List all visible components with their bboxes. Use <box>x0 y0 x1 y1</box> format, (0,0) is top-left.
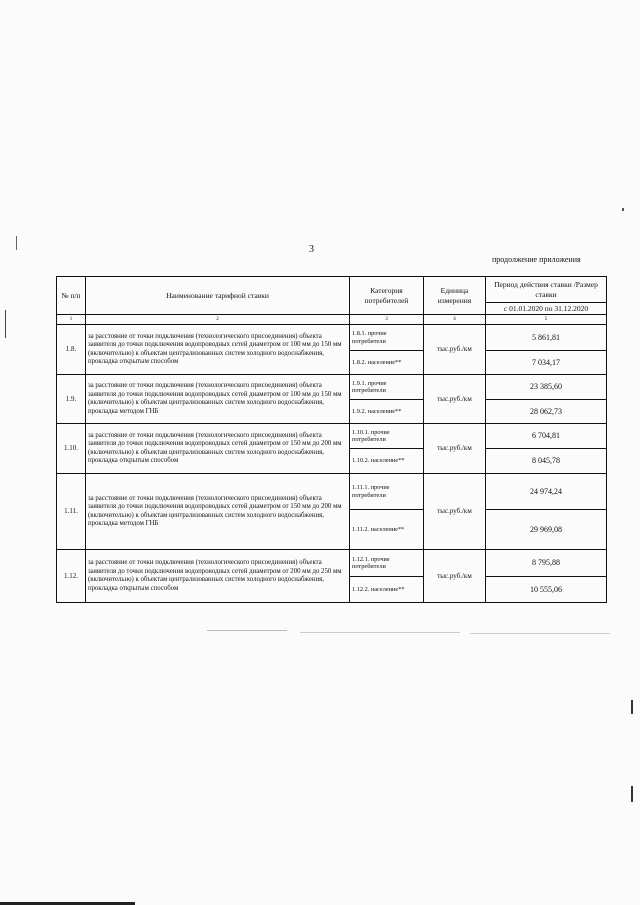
table-row <box>57 424 607 449</box>
row-value: 23 385,60 <box>486 375 607 400</box>
row-category: 1.10.2. население** <box>350 449 424 474</box>
row-name: за расстояние от точки подключения (технологического присоединения) объекта заявителя до точки подключения водопроводных сетей диаметром от 150 мм до 200 мм (включительно) к объектам централизованных систем холодного водоснабжения, прокладка открытым способом <box>86 424 350 474</box>
row-category: 1.12.2. население** <box>350 577 424 603</box>
column-index: 5 <box>486 315 607 325</box>
row-value: 24 974,24 <box>486 474 607 510</box>
row-number: 1.12. <box>57 550 86 603</box>
header-category: Категория потребителей <box>350 277 424 315</box>
column-index: 2 <box>86 315 350 325</box>
row-unit: тыс.руб./км <box>424 325 486 375</box>
row-unit: тыс.руб./км <box>424 474 486 550</box>
row-number: 1.8. <box>57 325 86 375</box>
row-number: 1.9. <box>57 375 86 424</box>
header-period: Период действия ставки /Размер ставки <box>486 277 607 303</box>
column-index: 4 <box>424 315 486 325</box>
row-number: 1.11. <box>57 474 86 550</box>
row-category: 1.9.2. население** <box>350 400 424 424</box>
row-name: за расстояние от точки подключения (технологического присоединения) объекта заявителя до точки подключения водопроводных сетей диаметром от 200 мм до 250 мм (включительно) к объектам централизованных систем холодного водоснабжения, прокладка открытым способом <box>86 550 350 603</box>
row-category: 1.11.2. население** <box>350 510 424 550</box>
header-unit: Единица измерения <box>424 277 486 315</box>
header-period-range: с 01.01.2020 по 31.12.2020 <box>486 303 607 315</box>
row-value: 6 704,81 <box>486 424 607 449</box>
header-number: № п/п <box>57 277 86 315</box>
row-value: 8 045,78 <box>486 449 607 474</box>
row-category: 1.8.1. прочие потребители <box>350 325 424 351</box>
row-category: 1.8.2. население** <box>350 351 424 375</box>
row-name: за расстояние от точки подключения (технологического присоединения) объекта заявителя до точки подключения водопроводных сетей диаметром от 100 мм до 150 мм (включительно) к объектам централизованных систем холодного водоснабжения, прокладка открытым способом <box>86 325 350 375</box>
row-category: 1.11.1. прочие потребители <box>350 474 424 510</box>
row-unit: тыс.руб./км <box>424 550 486 603</box>
row-value: 29 969,08 <box>486 510 607 550</box>
row-name: за расстояние от точки подключения (технологического присоединения) объекта заявителя до точки подключения водопроводных сетей диаметром от 100 мм до 150 мм (включительно) к объектам централизованных систем холодного водоснабжения, прокладка методом ГНБ <box>86 375 350 424</box>
row-unit: тыс.руб./км <box>424 375 486 424</box>
row-value: 7 034,17 <box>486 351 607 375</box>
column-index: 3 <box>350 315 424 325</box>
row-value: 8 795,88 <box>486 550 607 577</box>
column-index: 1 <box>57 315 86 325</box>
row-category: 1.10.1. прочие потребители <box>350 424 424 449</box>
row-value: 28 062,73 <box>486 400 607 424</box>
row-category: 1.9.1. прочие потребители <box>350 375 424 400</box>
row-number: 1.10. <box>57 424 86 474</box>
row-category: 1.12.1. прочие потребители <box>350 550 424 577</box>
row-value: 10 555,06 <box>486 577 607 603</box>
table-row <box>57 474 607 510</box>
table-row <box>57 550 607 577</box>
continuation-note: продолжение приложения <box>492 255 581 264</box>
table-row <box>57 325 607 351</box>
row-unit: тыс.руб./км <box>424 424 486 474</box>
table-row <box>57 375 607 400</box>
row-value: 5 861,81 <box>486 325 607 351</box>
row-name: за расстояние от точки подключения (технологического присоединения) объекта заявителя до точки подключения водопроводных сетей диаметром от 150 мм до 200 мм (включительно) к объектам централизованных систем холодного водоснабжения, прокладка методом ГНБ <box>86 474 350 550</box>
tariff-table <box>56 276 607 603</box>
page-number: 3 <box>309 244 314 255</box>
header-name: Наименование тарифной ставки <box>86 277 350 315</box>
